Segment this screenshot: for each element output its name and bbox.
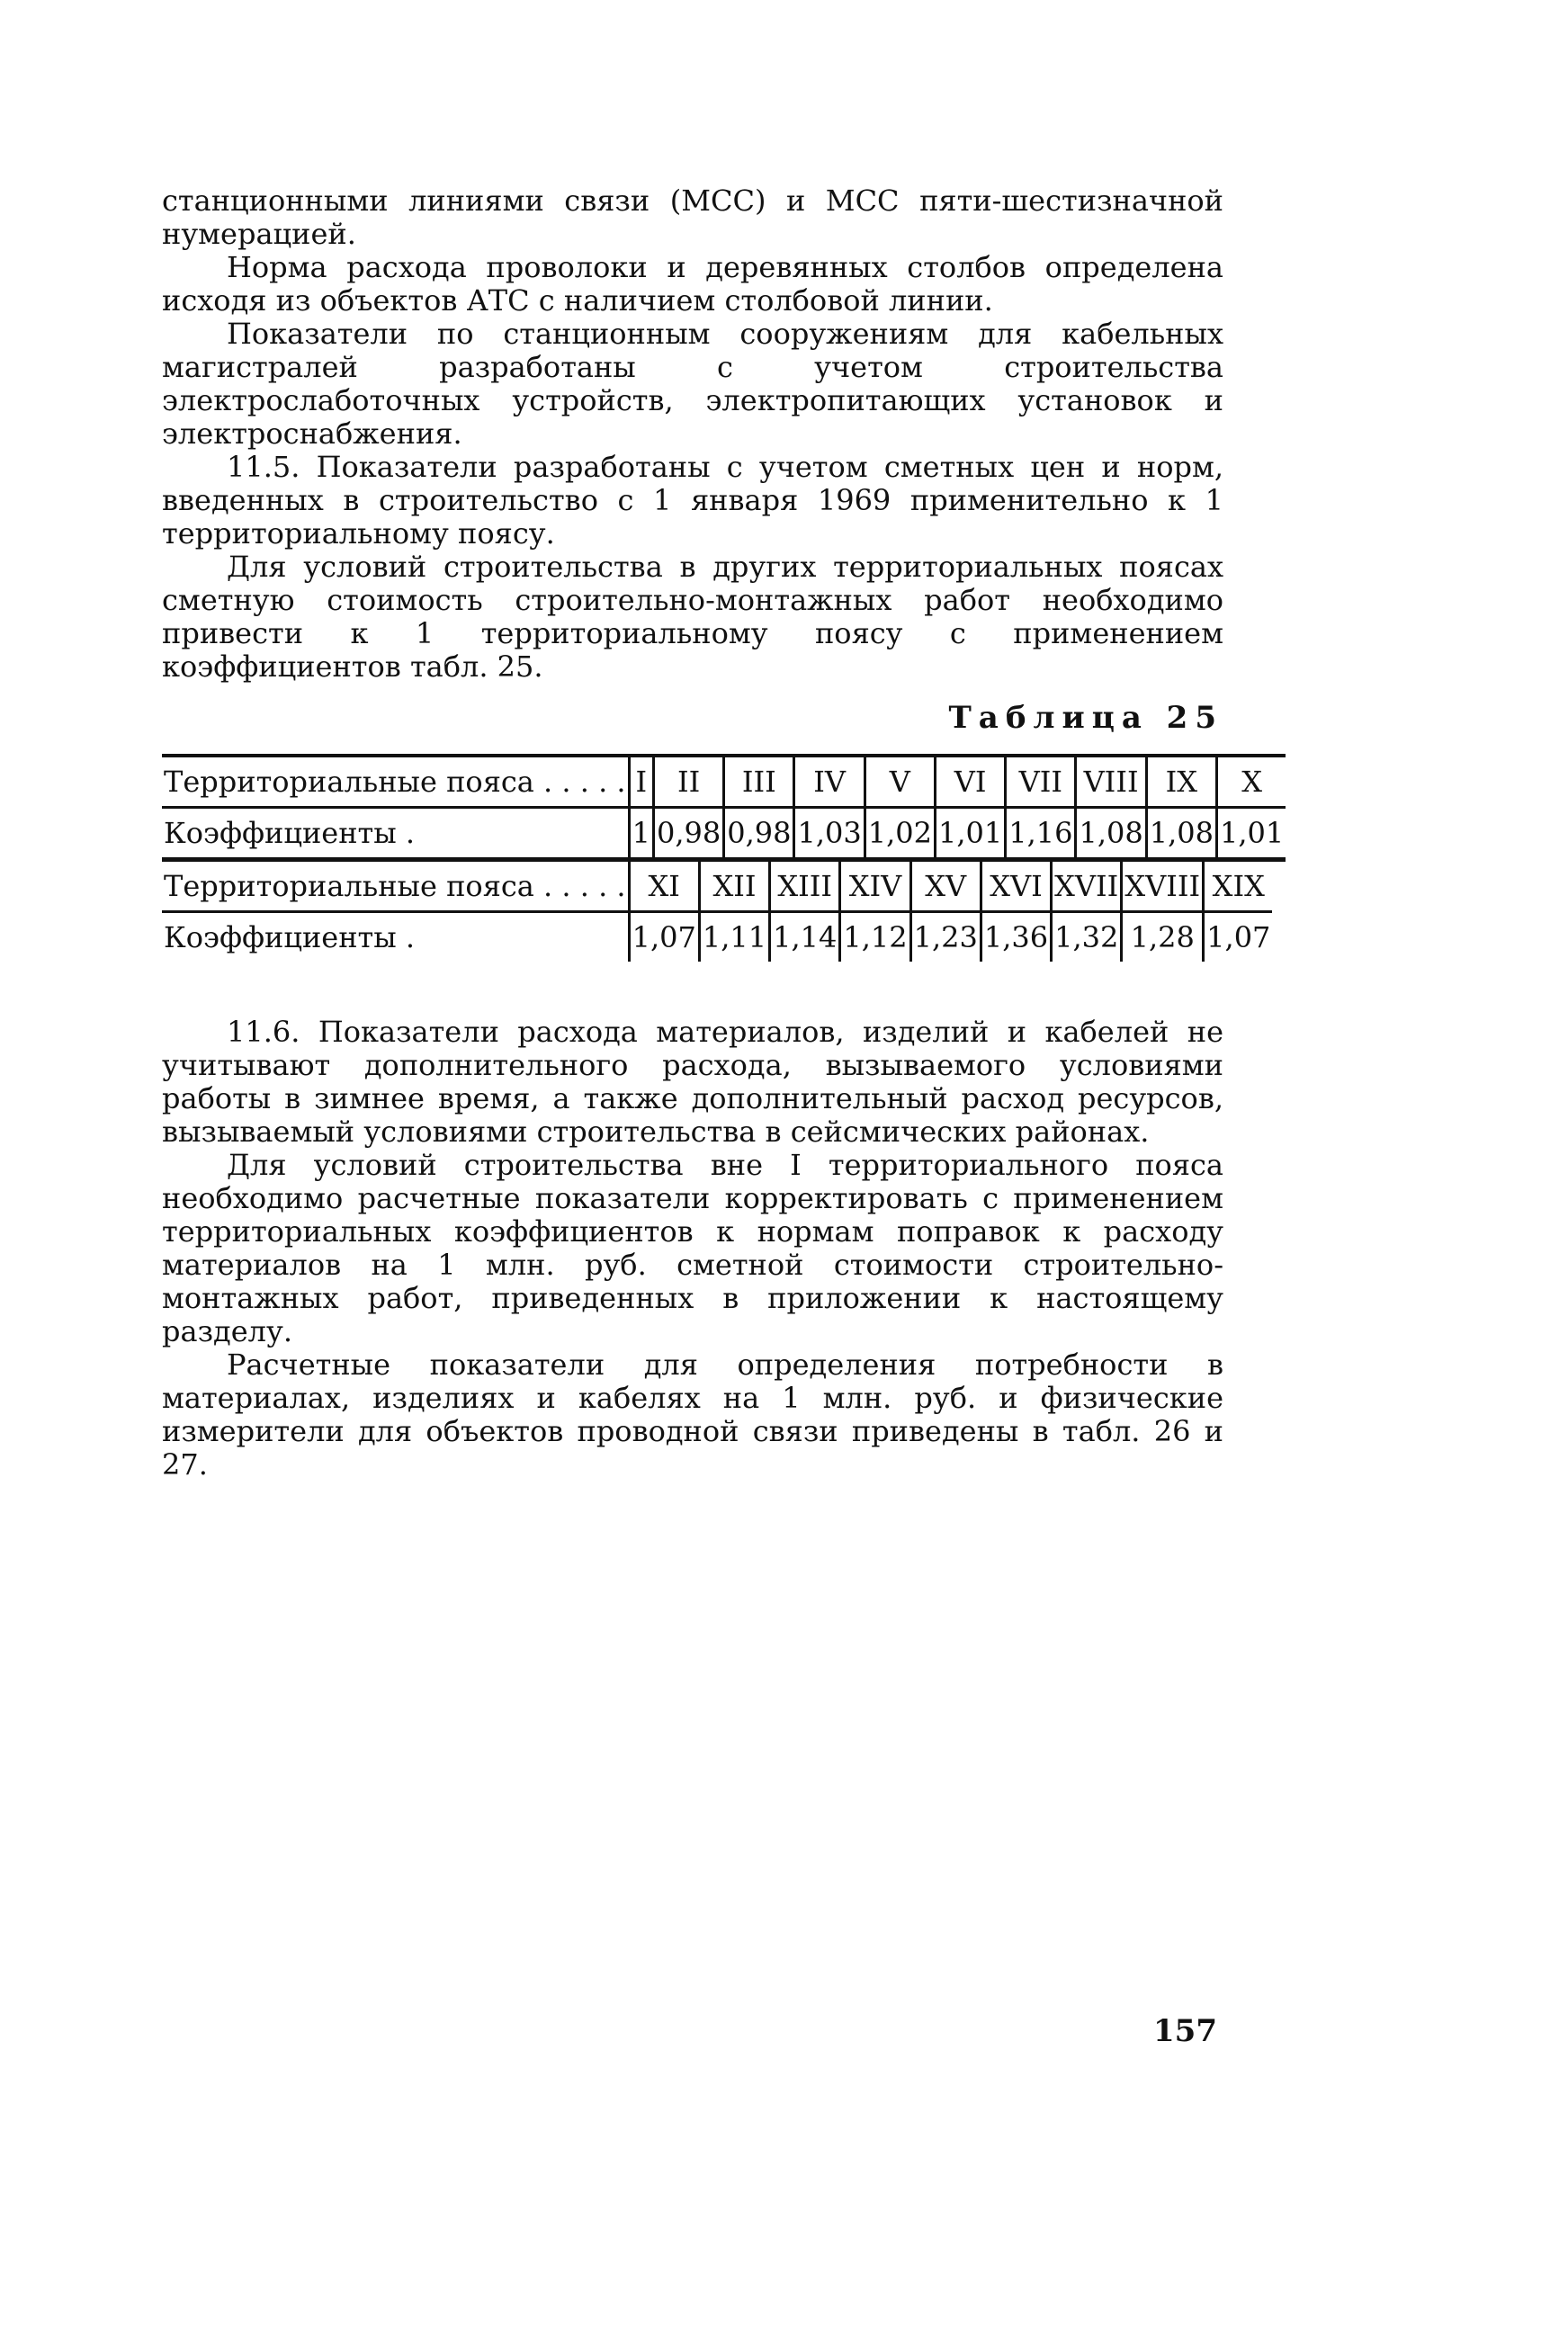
paragraph: Норма расхода проволоки и деревянных столбов определена исходя из объектов АТС с наличием столбовой линии. — [162, 250, 1223, 318]
coefficient-cell: 1,12 — [840, 912, 910, 963]
zone-cell: XIV — [840, 862, 910, 912]
coefficient-cell: 1 — [629, 808, 653, 860]
coefficient-cell: 0,98 — [653, 808, 723, 860]
zone-cell: XIII — [770, 862, 840, 912]
paragraph: Для условий строительства вне I территориального пояса необходимо расчетные показатели корректировать с применением территориальных коэффициентов к нормам поправок к расходу материалов на 1 млн. руб. сметной стоимости строительно-монтажных работ, приведенных в приложении к настоящему разделу. — [162, 1148, 1223, 1348]
zone-cell: XVIII — [1122, 862, 1204, 912]
row-header-zones: Территориальные пояса . . . . . — [162, 862, 629, 912]
coefficient-cell: 1,02 — [865, 808, 935, 860]
table-row-zones-1 — [162, 756, 1286, 808]
table-row-coefficients-1 — [162, 808, 1286, 860]
paragraph-11-5: 11.5. Показатели разработаны с учетом сметных цен и норм, введенных в строительство с 1 января 1969 применительно к 1 территориальному поясу. — [162, 450, 1223, 551]
coefficient-cell: 1,07 — [1204, 912, 1273, 963]
table-row-zones-2 — [162, 862, 1272, 912]
coefficient-cell: 1,23 — [910, 912, 981, 963]
page-number: 157 — [1153, 2013, 1217, 2049]
coefficient-cell: 1,32 — [1052, 912, 1122, 963]
paragraph: Показатели по станционным сооружениям для кабельных магистралей разработаны с учетом строительства электрослаботочных устройств, электропитающих установок и электроснабжения. — [162, 317, 1223, 451]
spacer — [162, 962, 1223, 1016]
coefficient-cell: 1,16 — [1006, 808, 1076, 860]
coefficient-cell: 1,11 — [699, 912, 769, 963]
coefficients-table — [162, 754, 1286, 862]
coefficient-cell: 1,28 — [1122, 912, 1204, 963]
zone-cell: I — [629, 756, 653, 808]
page-content — [162, 184, 1285, 1482]
zone-cell: XV — [910, 862, 981, 912]
row-header-coefficients: Коэффициенты . — [164, 920, 416, 954]
paragraph: Расчетные показатели для определения потребности в материалах, изделиях и кабелях на 1 млн. руб. и физические измерители для объектов проводной связи приведены в табл. 26 и 27. — [162, 1348, 1223, 1482]
zone-cell: IV — [794, 756, 865, 808]
coefficient-cell: 1,07 — [629, 912, 699, 963]
paragraph: станционными линиями связи (МСС) и МСС пяти-шестизначной нумерацией. — [162, 184, 1223, 251]
zone-cell: VI — [935, 756, 1005, 808]
table-title: Таблица 25 — [948, 700, 1223, 736]
zone-cell: VIII — [1076, 756, 1146, 808]
coefficient-cell: 1,36 — [981, 912, 1051, 963]
coefficient-cell: 0,98 — [724, 808, 794, 860]
row-header-coefficients: Коэффициенты . — [162, 808, 629, 860]
zone-cell: V — [865, 756, 935, 808]
zone-cell: III — [724, 756, 794, 808]
zone-cell: XVI — [981, 862, 1051, 912]
coefficients-table-continued — [162, 862, 1272, 962]
zone-cell: XVII — [1052, 862, 1122, 912]
zone-cell: II — [653, 756, 723, 808]
zone-cell: XII — [699, 862, 769, 912]
coefficient-cell: 1,01 — [1216, 808, 1286, 860]
zone-cell: X — [1216, 756, 1286, 808]
coefficient-cell: 1,14 — [770, 912, 840, 963]
paragraph: Для условий строительства в других территориальных поясах сметную стоимость строительно-монтажных работ необходимо привести к 1 территориальному поясу с применением коэффициентов табл. 25. — [162, 550, 1223, 684]
table-row-coefficients-2 — [162, 912, 1272, 963]
zone-cell: XIX — [1204, 862, 1273, 912]
row-header-zones: Территориальные пояса . . . . . — [162, 756, 629, 808]
coefficient-cell: 1,01 — [935, 808, 1005, 860]
paragraph-11-6: 11.6. Показатели расхода материалов, изделий и кабелей не учитывают дополнительного расхода, вызываемого условиями работы в зимнее время, а также дополнительный расход ресурсов, вызываемый условиями строительства в сейсмических районах. — [162, 1015, 1223, 1149]
zone-cell: IX — [1146, 756, 1216, 808]
zone-cell: XI — [629, 862, 699, 912]
coefficient-cell: 1,08 — [1146, 808, 1216, 860]
coefficient-cell: 1,08 — [1076, 808, 1146, 860]
coefficient-cell: 1,03 — [794, 808, 865, 860]
zone-cell: VII — [1006, 756, 1076, 808]
